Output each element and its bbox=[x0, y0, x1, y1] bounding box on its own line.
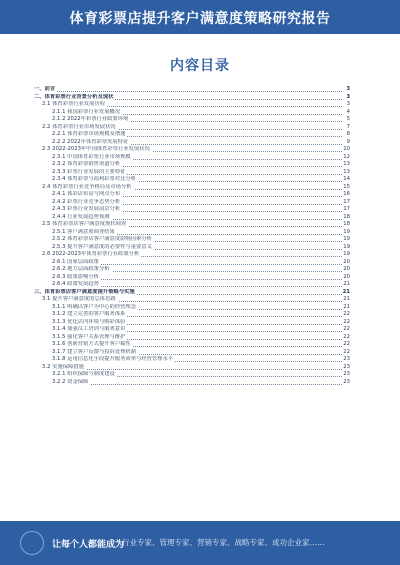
toc-entry-text: 2.4.2 彩票行业竞争态势分析 bbox=[52, 198, 121, 205]
toc-entry-page: 20 bbox=[343, 258, 350, 265]
toc-entry-text: 2.5 体育彩票店客户满意度现状调查 bbox=[42, 221, 127, 227]
toc-entry[interactable] bbox=[30, 334, 350, 342]
toc-entry[interactable] bbox=[30, 139, 350, 147]
seal-logo-icon bbox=[20, 531, 44, 555]
toc-entry-page: 19 bbox=[343, 243, 350, 250]
toc-entry-page: 22 bbox=[343, 326, 350, 332]
toc-entry-page: 22 bbox=[343, 311, 350, 317]
toc-entry-text: 2.5.2 体育彩票店客户满意度影响因素分析 bbox=[52, 236, 152, 242]
toc-entry[interactable] bbox=[30, 154, 350, 162]
toc-entry[interactable] bbox=[30, 296, 350, 304]
toc-entry-text: 3.1.4 加强员工培训与服务意识 bbox=[52, 326, 126, 332]
toc-entry-text: 3.1.3 优化店内环境与购彩体验 bbox=[52, 318, 126, 325]
footer-tagline: 行业专家、管理专家、营销专家、战略专家、成功企业家…… bbox=[122, 538, 325, 547]
toc-entry-text: 3.1.8 运用信息化手段提升服务效率与经营管理水平 bbox=[52, 356, 174, 362]
toc-entry[interactable] bbox=[30, 229, 350, 237]
toc-entry-page: 20 bbox=[343, 273, 350, 280]
toc-entry[interactable] bbox=[30, 266, 350, 274]
toc-entry-page: 15 bbox=[343, 183, 350, 190]
toc-entry-text: 2.4.1 体彩店布局与网点分布 bbox=[52, 191, 121, 197]
toc-entry-page: 23 bbox=[343, 363, 350, 370]
toc-entry[interactable] bbox=[30, 199, 350, 207]
toc-entry-text: 3.1.7 建立客户反馈与投诉处理机制 bbox=[52, 348, 137, 355]
toc-entry[interactable] bbox=[30, 94, 350, 102]
toc-entry[interactable] bbox=[30, 341, 350, 349]
toc-entry-page: 16 bbox=[343, 191, 350, 197]
toc-entry-text: 2.3 2022-2023年中国体育彩票行业发展状况 bbox=[42, 146, 150, 152]
toc-entry[interactable] bbox=[30, 191, 350, 199]
footer-slogan: 让每个人都能成为 bbox=[52, 540, 125, 550]
toc-entry[interactable] bbox=[30, 101, 350, 109]
toc-entry[interactable] bbox=[30, 326, 350, 334]
toc-entry-text: 2.3.2 体育彩票销售渠道分析 bbox=[52, 161, 121, 167]
toc-entry-text: 2.6 2022-2023年体育彩票行业政策分析 bbox=[42, 251, 140, 257]
toc-entry-page: 3 bbox=[346, 101, 350, 107]
toc-entry-page: 21 bbox=[343, 281, 350, 287]
toc-entry-page: 23 bbox=[343, 378, 350, 385]
toc-entry-page: 10 bbox=[343, 146, 350, 152]
toc-entry[interactable] bbox=[30, 274, 350, 282]
toc-entry-text: 2.6.4 政策发展趋势 bbox=[52, 281, 99, 287]
toc-entry[interactable] bbox=[30, 244, 350, 252]
toc-entry-text: 3.1.6 创新营销方式提升客户黏性 bbox=[52, 341, 131, 347]
toc-entry-page: 19 bbox=[343, 251, 350, 257]
toc-entry[interactable] bbox=[30, 184, 350, 192]
toc-entry-page: 20 bbox=[343, 266, 350, 272]
toc-entry[interactable] bbox=[30, 109, 350, 117]
toc-entry[interactable] bbox=[30, 364, 350, 372]
toc-entry[interactable] bbox=[30, 221, 350, 229]
toc-entry-text: 2.6.3 政策影响分析 bbox=[52, 273, 99, 280]
toc-entry[interactable] bbox=[30, 176, 350, 184]
toc-entry[interactable] bbox=[30, 311, 350, 319]
toc-entry-page: 18 bbox=[343, 221, 350, 227]
toc-entry[interactable] bbox=[30, 169, 350, 177]
toc-entry-text: 2.1.2 2022年彩票行业政策环境 bbox=[52, 116, 129, 122]
toc-entry[interactable] bbox=[30, 304, 350, 312]
toc-entry-page: 21 bbox=[343, 296, 350, 302]
toc-entry-text: 2.4 体育彩票行业竞争格局及市场分析 bbox=[42, 183, 132, 190]
toc-entry[interactable] bbox=[30, 251, 350, 259]
toc-entry-text: 2.2 体育彩票行业市场发展状况 bbox=[42, 123, 116, 130]
toc-entry[interactable] bbox=[30, 289, 350, 297]
toc-entry-page: 12 bbox=[343, 153, 350, 160]
toc-entry-text: 2.3.3 彩票行业发展的主要特征 bbox=[52, 168, 126, 175]
table-of-contents bbox=[30, 86, 350, 386]
toc-entry-text: 2.4.3 彩票行业发展前景分析 bbox=[52, 206, 121, 212]
toc-entry[interactable] bbox=[30, 281, 350, 289]
toc-title: 内容目录 bbox=[170, 58, 230, 74]
toc-entry-text: 2.2.1 体育彩票市场规模及增速 bbox=[52, 131, 126, 137]
toc-entry-text: 二、体育彩票行业背景分析及现状 bbox=[34, 93, 114, 100]
toc-entry-text: 2.5.1 客户满意度调查结果 bbox=[52, 228, 115, 235]
toc-entry[interactable] bbox=[30, 214, 350, 222]
toc-entry[interactable] bbox=[30, 349, 350, 357]
toc-entry[interactable] bbox=[30, 161, 350, 169]
toc-entry-text: 2.4.4 行业发展趋势预测 bbox=[52, 213, 110, 220]
toc-entry-text: 3.2.1 组织保障与制度建设 bbox=[52, 371, 115, 377]
toc-entry-page: 18 bbox=[343, 213, 350, 220]
toc-entry[interactable] bbox=[30, 206, 350, 214]
toc-entry-page: 5 bbox=[346, 116, 350, 122]
toc-entry[interactable] bbox=[30, 319, 350, 327]
toc-entry[interactable] bbox=[30, 86, 350, 94]
toc-entry-page: 19 bbox=[343, 236, 350, 242]
toc-entry[interactable] bbox=[30, 236, 350, 244]
toc-entry-text: 2.5.3 提升客户满意度的必要性与重要意义 bbox=[52, 243, 152, 250]
toc-entry-page: 7 bbox=[346, 123, 350, 130]
toc-entry-page: 14 bbox=[343, 176, 350, 182]
toc-entry[interactable] bbox=[30, 124, 350, 132]
toc-entry[interactable] bbox=[30, 259, 350, 267]
toc-entry[interactable] bbox=[30, 371, 350, 379]
toc-entry-text: 2.3.1 中国体育彩票行业市场规模 bbox=[52, 153, 131, 160]
toc-entry[interactable] bbox=[30, 356, 350, 364]
toc-entry-text: 三、体育彩票店客户满意度提升策略与实施 bbox=[34, 288, 135, 295]
toc-entry-text: 2.6.2 地方层面政策分析 bbox=[52, 266, 110, 272]
toc-entry-text: 3.1.2 建立完善的客户服务体系 bbox=[52, 311, 126, 317]
toc-entry-page: 22 bbox=[343, 318, 350, 325]
toc-entry-page: 22 bbox=[343, 341, 350, 347]
toc-entry-page: 4 bbox=[346, 108, 350, 115]
toc-entry-text: 2.3.4 体育彩票与福利彩票对比分析 bbox=[52, 176, 137, 182]
toc-entry-text: 3.2.2 资金保障 bbox=[52, 378, 89, 385]
toc-entry-page: 17 bbox=[343, 206, 350, 212]
toc-entry[interactable] bbox=[30, 116, 350, 124]
toc-entry-page: 8 bbox=[346, 131, 350, 137]
toc-entry-page: 3 bbox=[346, 86, 350, 92]
report-title: 体育彩票店提升客户满意度策略研究报告 bbox=[69, 11, 331, 27]
toc-entry-page: 3 bbox=[346, 93, 350, 100]
toc-entry-text: 3.1 提升客户满意度的总体思路 bbox=[42, 296, 116, 302]
toc-entry[interactable] bbox=[30, 131, 350, 139]
toc-entry-page: 23 bbox=[343, 371, 350, 377]
toc-entry-page: 21 bbox=[343, 303, 350, 310]
toc-entry-page: 9 bbox=[346, 138, 350, 145]
toc-entry-text: 3.2 实施保障措施 bbox=[42, 363, 84, 370]
footer-banner bbox=[0, 521, 400, 565]
toc-entry-text: 2.1.1 我国彩票行业发展概况 bbox=[52, 108, 121, 115]
toc-entry-page: 21 bbox=[342, 288, 350, 295]
toc-entry-page: 22 bbox=[343, 333, 350, 340]
toc-entry-text: 3.1.1 明确以客户为中心的经营理念 bbox=[52, 303, 137, 310]
toc-entry-page: 22 bbox=[343, 348, 350, 355]
toc-entry-page: 19 bbox=[343, 228, 350, 235]
toc-entry-page: 13 bbox=[343, 168, 350, 175]
toc-entry[interactable] bbox=[30, 379, 350, 387]
toc-entry-text: 2.1 体育彩票行业发展历程 bbox=[42, 101, 106, 107]
toc-entry-text: 一、前言 bbox=[34, 86, 56, 92]
toc-entry-page: 13 bbox=[343, 161, 350, 167]
toc-entry-text: 2.6.1 国家层面政策 bbox=[52, 258, 99, 265]
header-banner bbox=[0, 0, 400, 34]
toc-entry-text: 3.1.5 强化客户关系管理与维护 bbox=[52, 333, 126, 340]
toc-entry[interactable] bbox=[30, 146, 350, 154]
toc-entry-page: 23 bbox=[343, 356, 350, 362]
toc-entry-page: 17 bbox=[343, 198, 350, 205]
toc-entry-text: 2.2.2 2022年体育彩票发展特征 bbox=[52, 138, 129, 145]
